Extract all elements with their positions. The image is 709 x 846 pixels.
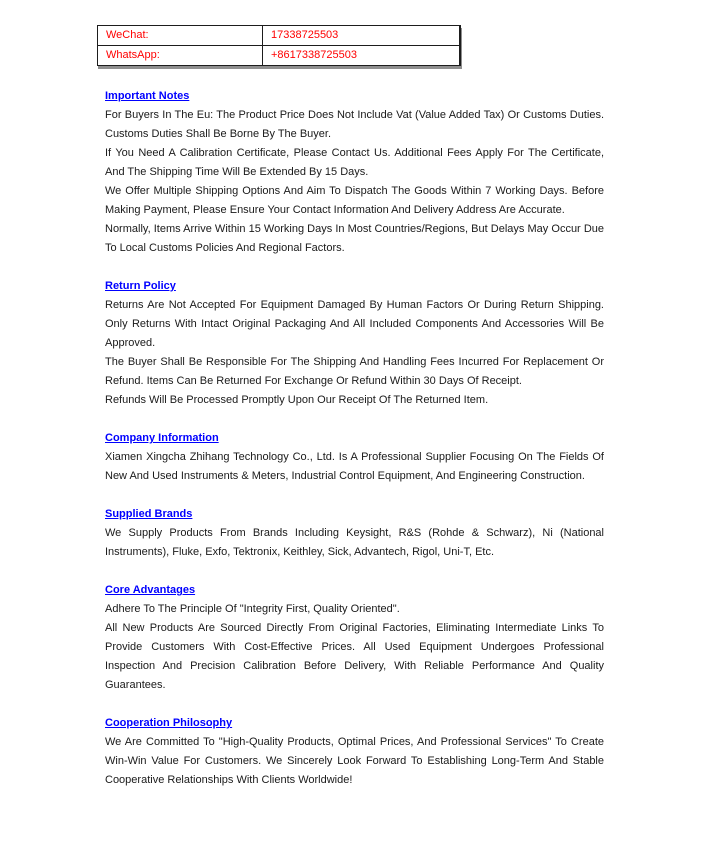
contact-label: WhatsApp: xyxy=(98,46,263,66)
section-heading: Return Policy xyxy=(105,280,176,292)
section-important-notes xyxy=(105,87,604,258)
document-sections xyxy=(105,87,604,809)
contact-table-body xyxy=(98,26,461,66)
contact-table-row xyxy=(98,26,461,46)
section-paragraph: All New Products Are Sourced Directly From Original Factories, Eliminating Intermediate Links To Provide Customers With Cost-Effective Prices. All Used Equipment Undergoes Professional Inspection And Precision Calibration Before Delivery, With Reliable Performance And Quality Guarantees. xyxy=(105,622,604,691)
section-paragraph: We Supply Products From Brands Including Keysight, R&S (Rohde & Schwarz), Ni (National Instruments), Fluke, Exfo, Tektronix, Keithley, Sick, Advantech, Rigol, Uni-T, Etc. xyxy=(105,527,604,558)
contact-value: 17338725503 xyxy=(263,26,461,46)
section-return-policy xyxy=(105,277,604,410)
section-core-advantages xyxy=(105,581,604,695)
section-paragraph: Xiamen Xingcha Zhihang Technology Co., Ltd. Is A Professional Supplier Focusing On The Fields Of New And Used Instruments & Meters, Industrial Control Equipment, And Engineering Construction. xyxy=(105,451,604,482)
section-paragraph: We Are Committed To "High-Quality Products, Optimal Prices, And Professional Services" To Create Win-Win Value For Customers. We Sincerely Look Forward To Establishing Long-Term And Stable Cooperative Relationships With Clients Worldwide! xyxy=(105,736,604,786)
section-company-information xyxy=(105,429,604,486)
contact-value: +8617338725503 xyxy=(263,46,461,66)
section-paragraph: Normally, Items Arrive Within 15 Working Days In Most Countries/Regions, But Delays May Occur Due To Local Customs Policies And Regional Factors. xyxy=(105,223,604,254)
contact-label: WeChat: xyxy=(98,26,263,46)
section-heading: Company Information xyxy=(105,432,219,444)
contact-table xyxy=(97,25,461,66)
section-paragraph: Returns Are Not Accepted For Equipment Damaged By Human Factors Or During Return Shipping. Only Returns With Intact Original Packaging And All Included Components And Accessories Will Be Approved. xyxy=(105,299,604,349)
section-cooperation-philosophy xyxy=(105,714,604,790)
section-paragraph: The Buyer Shall Be Responsible For The Shipping And Handling Fees Incurred For Replacement Or Refund. Items Can Be Returned For Exchange Or Refund Within 30 Days Of Receipt. xyxy=(105,356,604,387)
section-paragraph: We Offer Multiple Shipping Options And Aim To Dispatch The Goods Within 7 Working Days. Before Making Payment, Please Ensure Your Contact Information And Delivery Address Are Accurate. xyxy=(105,185,604,216)
section-paragraph: For Buyers In The Eu: The Product Price Does Not Include Vat (Value Added Tax) Or Customs Duties. Customs Duties Shall Be Borne By The Buyer. xyxy=(105,109,604,140)
section-supplied-brands xyxy=(105,505,604,562)
section-heading: Supplied Brands xyxy=(105,508,193,520)
section-heading: Core Advantages xyxy=(105,584,196,596)
section-heading: Important Notes xyxy=(105,90,190,102)
section-paragraph: Refunds Will Be Processed Promptly Upon Our Receipt Of The Returned Item. xyxy=(105,394,489,406)
contact-table-row xyxy=(98,46,461,66)
section-paragraph: If You Need A Calibration Certificate, Please Contact Us. Additional Fees Apply For The Certificate, And The Shipping Time Will Be Extended By 15 Days. xyxy=(105,147,604,178)
section-heading: Cooperation Philosophy xyxy=(105,717,233,729)
section-paragraph: Adhere To The Principle Of "Integrity First, Quality Oriented". xyxy=(105,603,400,615)
